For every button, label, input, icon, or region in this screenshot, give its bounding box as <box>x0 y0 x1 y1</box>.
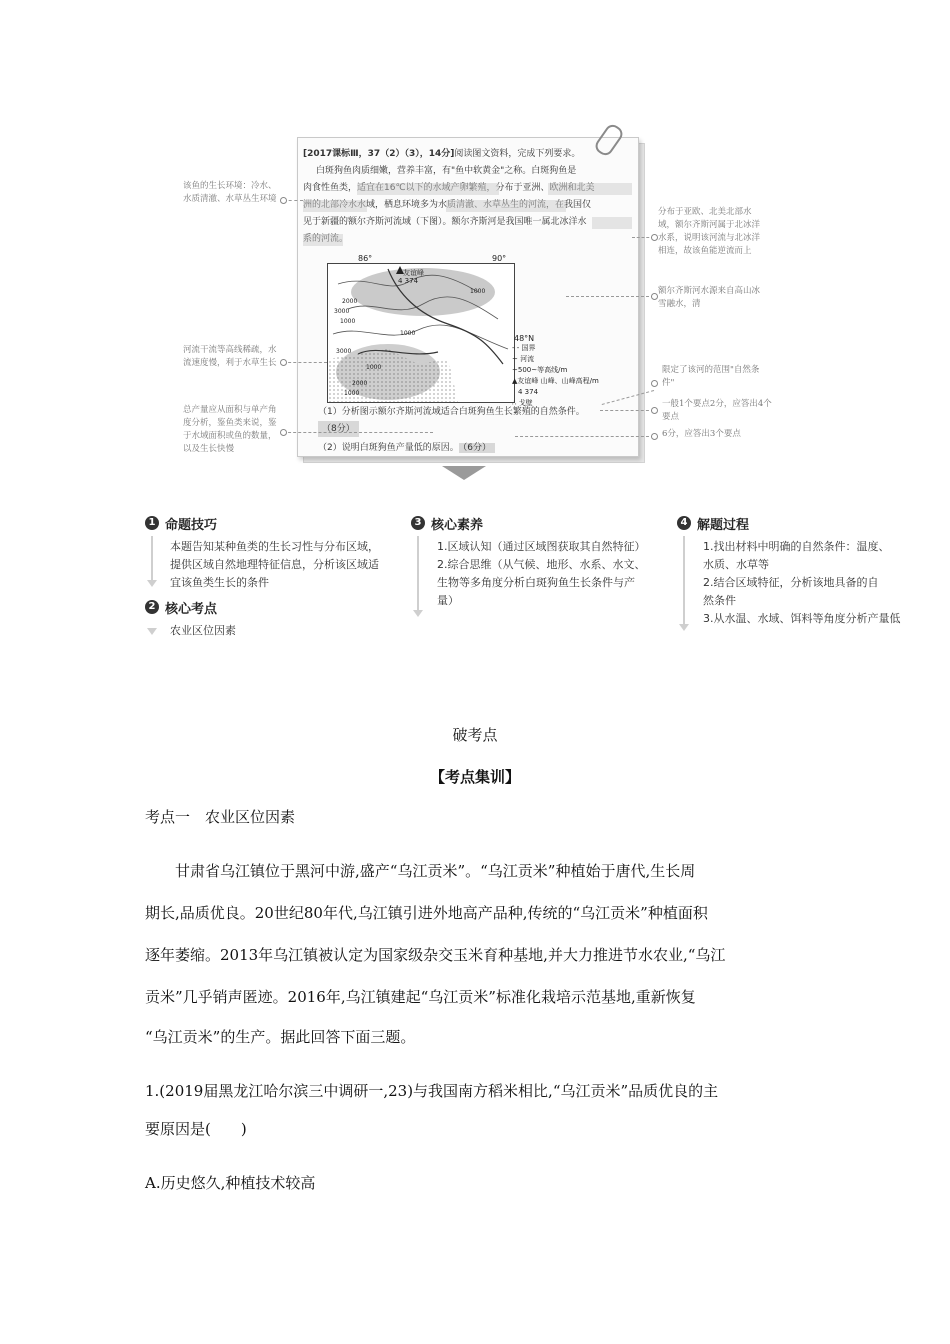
legend-contour: ~500~等高线/m <box>512 366 568 374</box>
map-legend <box>512 343 622 409</box>
map-contour-label: 1000 <box>400 330 416 337</box>
map-contour <box>333 325 508 349</box>
note-connector <box>515 436 654 437</box>
note-connector <box>566 296 654 297</box>
summary-4-arrow-icon <box>679 624 689 631</box>
map-contour-label: 3000 <box>336 348 352 355</box>
summary-2-arrow-icon <box>147 628 157 635</box>
note-right-2: 额尔齐斯河水源来自高山冰雪融水，清 <box>658 286 761 309</box>
summary-4-head: 解题过程 <box>697 518 750 533</box>
map-peak-name: 友谊峰 <box>403 269 424 277</box>
summary-1-body: 本题告知某种鱼类的生长习性与分布区域， 提供区域自然地理特征信息，分析该区域适 宜该鱼类生长的条件 <box>170 540 379 589</box>
legend-river: ~ 河流 <box>512 355 535 363</box>
badge-4: 4 <box>677 516 691 530</box>
legend-gobi: ∴ 戈壁 <box>512 399 533 407</box>
map-contour-label: 1000 <box>470 288 486 295</box>
summary-3-arrow-icon <box>413 610 423 617</box>
note-dot <box>651 407 658 414</box>
highlight-distribution-2 <box>303 200 367 212</box>
summary-3-head: 核心素养 <box>431 518 484 533</box>
question-1-line-1: 1.(2019届黑龙江哈尔滨三中调研一,23)与我国南方稻米相比,“乌江贡米”品质优良的主 <box>145 1082 719 1100</box>
para-line-1: 甘肃省乌江镇位于黑河中游,盛产“乌江贡米”。“乌江贡米”种植始于唐代,生长周 <box>175 862 696 880</box>
summary-3-line <box>417 536 419 610</box>
option-a[interactable]: A.历史悠久,种植技术较高 <box>145 1174 316 1192</box>
page-heading: 破考点 <box>452 726 498 744</box>
card-line-3: 洲的北部冷水水域，栖息环境多为水质清澈、水草丛生的河流，在我国仅 <box>303 200 592 210</box>
note-dot <box>280 359 287 366</box>
card-title-prefix: [2017课标Ⅲ，37（2）（3），14分] <box>303 149 455 159</box>
card-line-4: 见于新疆的额尔齐斯河流域（下图）。额尔齐斯河是我国唯一属北冰洋水 <box>303 217 587 227</box>
map-contour-label: 1000 <box>366 364 382 371</box>
note-right-5: 6分，应答出3个要点 <box>662 429 741 439</box>
note-dot <box>651 433 658 440</box>
badge-1: 1 <box>145 516 159 530</box>
badge-2: 2 <box>145 600 159 614</box>
legend-border: - - 国界 <box>512 344 536 352</box>
map-contour-label: 2000 <box>342 298 358 305</box>
summary-4-body: 1.找出材料中明确的自然条件：温度、 水质、水草等 2.结合区域特征，分析该地具备的自 然条件 3.从水温、水域、饵料等角度分析产量低 <box>703 540 901 625</box>
card-q2-score: （6分） <box>459 443 495 453</box>
summary-3-body: 1.区域认知（通过区域图获取其自然特征） 2.综合思维（从气候、地形、水系、水文、 生物等多角度分析白斑狗鱼生长条件与产 量） <box>437 540 646 607</box>
card-line-5: 系的河流。 <box>303 234 349 244</box>
note-dot <box>280 197 287 204</box>
note-right-4: 一般1个要点2分，应答出4个要点 <box>662 399 772 422</box>
highlight-habitat <box>446 200 566 212</box>
card-line-1: 白斑狗鱼肉质细嫩，营养丰富，有"鱼中软黄金"之称。白斑狗鱼是 <box>316 166 577 176</box>
card-line-2: 肉食性鱼类，适宜在16℃以下的水域产卵繁殖，分布于亚洲、欧洲和北美 <box>303 183 595 193</box>
note-connector <box>283 362 327 363</box>
summary-1-head: 命题技巧 <box>165 518 218 533</box>
note-dot <box>651 380 658 387</box>
note-right-1: 分布于亚欧、北美北部水域，额尔齐斯河属于北冰洋水系，说明该河流与北冰洋相连，故该鱼能逆流而上 <box>658 207 761 256</box>
question-1-line-2: 要原因是( ) <box>145 1120 247 1138</box>
highlight-arctic <box>592 217 632 229</box>
summary-4-line <box>683 536 685 624</box>
note-left-1: 该鱼的生长环境：冷水、水质清澈、水草丛生环境 <box>183 181 277 204</box>
para-line-3: 逐年萎缩。2013年乌江镇被认定为国家级杂交玉米育种基地,并大力推进节水农业,“乌江 <box>145 946 726 964</box>
map-contour-label: 2000 <box>352 380 368 387</box>
highlight-arctic-2 <box>303 234 343 246</box>
summary-2-head: 核心考点 <box>165 602 218 617</box>
map-contour-label: 1000 <box>344 390 360 397</box>
down-arrow-icon <box>442 466 486 480</box>
card-title-suffix: 阅读图文资料，完成下列要求。 <box>454 149 581 159</box>
highlight-distribution <box>548 183 632 195</box>
note-right-3: 限定了该河的范围"自然条件" <box>662 365 760 388</box>
card-q1: （1）分析图示额尔齐斯河流域适合白斑狗鱼生长繁殖的自然条件。 <box>318 407 585 417</box>
summary-1-arrow-icon <box>147 580 157 587</box>
highlight-temperature <box>357 183 499 195</box>
map-contour-label: 1000 <box>340 318 356 325</box>
note-dot <box>280 429 287 436</box>
note-dot <box>651 293 658 300</box>
para-line-5: “乌江贡米”的生产。据此回答下面三题。 <box>145 1028 416 1046</box>
note-connector <box>283 432 433 433</box>
section-title: 考点一 农业区位因素 <box>145 808 296 826</box>
map-lon-left: 86° <box>358 254 373 263</box>
para-line-2: 期长,品质优良。20世纪80年代,乌江镇引进外地高产品种,传统的“乌江贡米”种植面积 <box>145 904 708 922</box>
legend-peak: ▲友谊峰 山峰、山峰高程/m <box>512 377 599 385</box>
map-contour-label: 3000 <box>334 308 350 315</box>
card-q1-score: （8分） <box>318 421 359 437</box>
card-title <box>303 146 580 162</box>
map-lat: 48°N <box>514 334 535 343</box>
map-lon-right: 90° <box>492 254 507 263</box>
summary-2-body: 农业区位因素 <box>170 624 236 637</box>
para-line-4: 贡米”几乎销声匿迹。2016年,乌江镇建起“乌江贡米”标准化栽培示范基地,重新恢复 <box>145 988 696 1006</box>
card-q2: （2）说明白斑狗鱼产量低的原因。 （6分） <box>318 440 495 456</box>
legend-peak-height: 4 374 <box>518 388 539 396</box>
badge-3: 3 <box>411 516 425 530</box>
note-left-3: 总产量应从面积与单产角度分析，鉴鱼类来说，鉴于水域面积或鱼的数量，以及生长快慢 <box>183 405 277 454</box>
note-connector <box>600 410 654 411</box>
note-left-2: 河流干流等高线稀疏，水流速度慢，利于水草生长 <box>183 345 277 368</box>
summary-1-line <box>151 536 153 580</box>
page-subheading: 【考点集训】 <box>429 768 520 786</box>
map-peak-height: 4 374 <box>398 277 419 285</box>
note-dot <box>651 234 658 241</box>
